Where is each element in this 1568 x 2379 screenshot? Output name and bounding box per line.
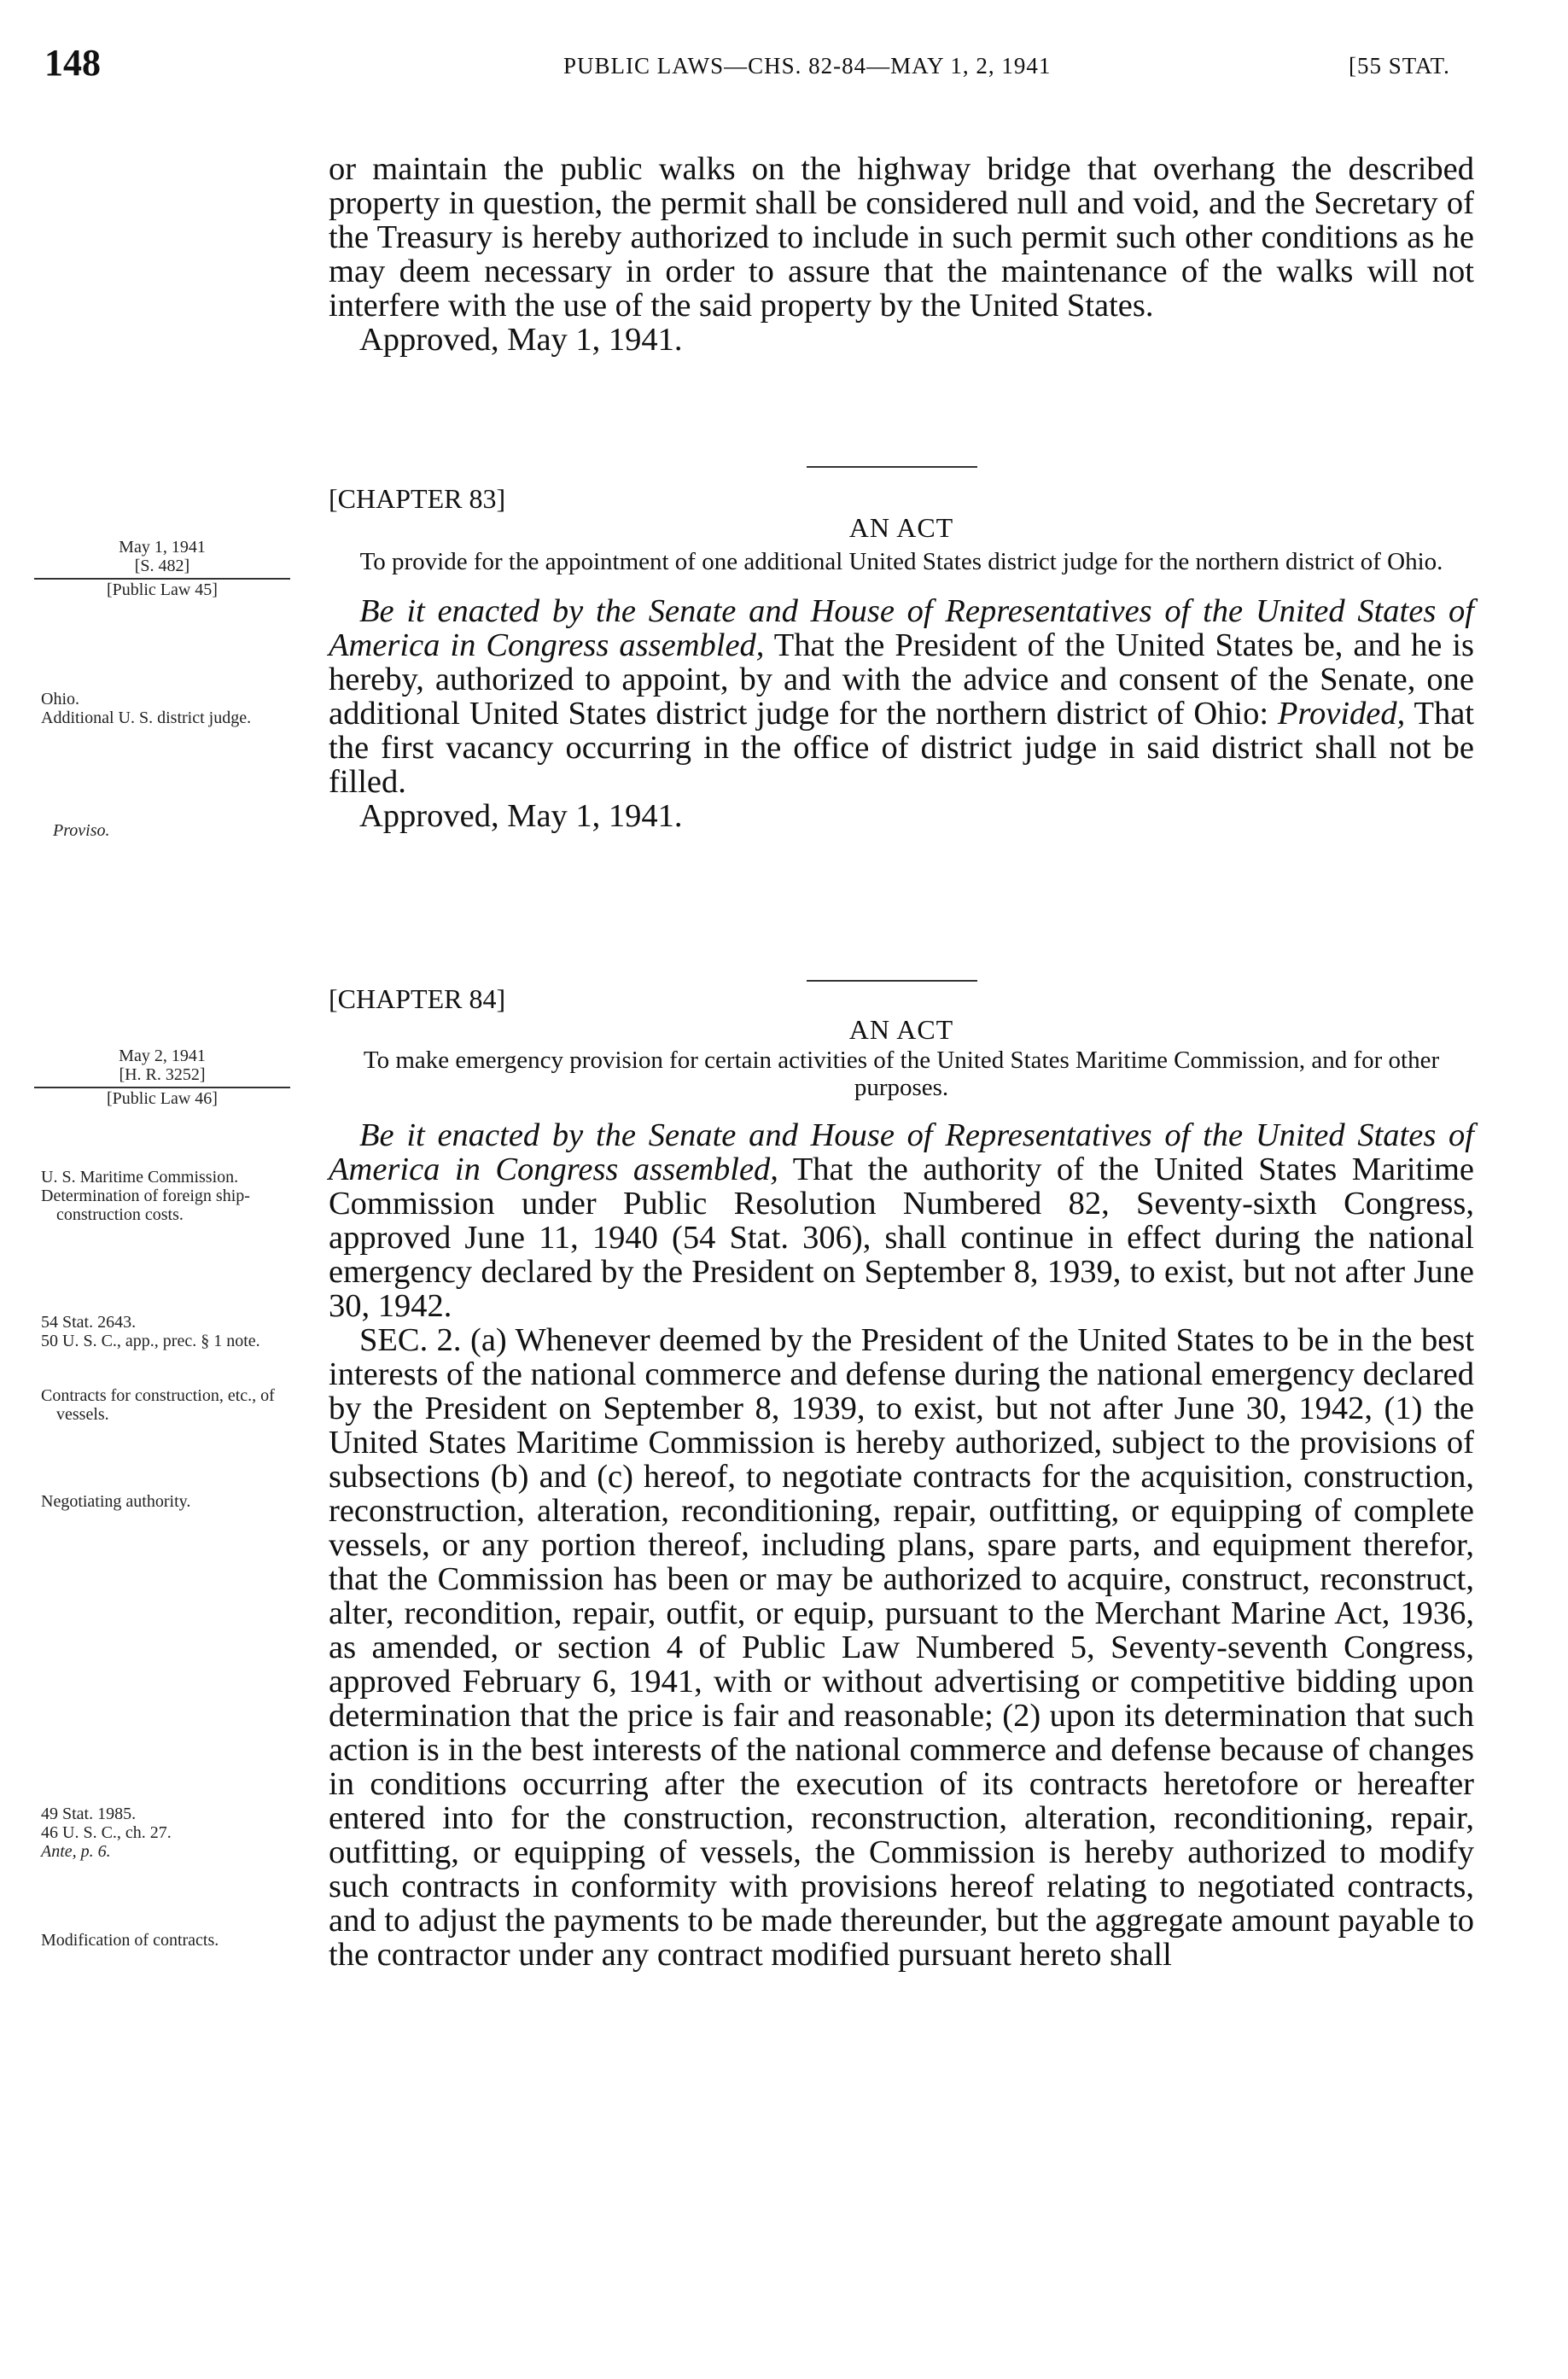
chapter-heading: [CHAPTER 84] (329, 983, 506, 1014)
chapter-84 (329, 983, 1474, 1972)
section-2-text: (a) Whenever deemed by the President of the United States to be in the best interests of the national commerce and defense during the national emergency declared by the President on September 8, 1939, to exist, but not after June 30, 1942, (1) the United States Maritime Commission is hereby authorized, subject to the provisions of subsections (b) and (c) hereof, to negotiate contracts for the acquisition, construction, reconstruction, alteration, reconditioning, repair, outfitting, or equipping of complete vessels, or any portion thereof, including plans, spare parts, and equipment therefor, that the Commission has been or may be authorized to acquire, construct, reconstruct, alter, recondition, repair, outfit, or equip, pursuant to the Merchant Marine Act, 1936, as amended, or section 4 of Public Law Numbered 5, Seventy-seventh Congress, approved February 6, 1941, with or without advertising or competitive bidding upon determination that the price is fair and reasonable; (2) upon its determination that such action is in the best interests of the national commerce and defense because of changes in conditions occurring after the execution of its contracts heretofore or hereafter entered into for the construction, reconstruction, alteration, reconditioning, repair, outfitting, or equipping of vessels, the Commission is hereby authorized to modify such contracts in conformity with provisions hereof relating to negotiated contracts, and to adjust the payments to be made thereunder, but the aggregate amount payable to the contractor under any contract modified pursuant hereto shall (329, 1322, 1475, 1973)
margin-note-dates (34, 1047, 290, 1084)
section-divider (807, 466, 977, 468)
margin-topic: Additional U. S. district judge. (41, 708, 252, 727)
margin-topic: U. S. Maritime Commission. (41, 1168, 239, 1187)
margin-note-topic (41, 1168, 289, 1224)
margin-divider (34, 578, 290, 580)
margin-citation (41, 1313, 289, 1350)
carryover-paragraph: or maintain the public walks on the highway bridge that overhang the described property in question, the permit shall be considered null and void, and the Secretary of the Treasury is hereby authorized to include in such permit such other conditions as he may deem necessary in order to assure that the maintenance of the walks will not interfere with the use of the said property by the United States. (329, 151, 1474, 324)
margin-topic: Contracts for construction, etc., of vessels. (41, 1386, 275, 1424)
margin-cite: 49 Stat. 1985. (41, 1805, 137, 1823)
section-1-text: That the authority of the United States Maritime Commission under Public Resolution Numbered 82, Seventy-sixth Congress, approved June 11, 1940 (54 Stat. 306), shall continue in effect during the national emergency declared by the President on September 8, 1939, to exist, but not after June 30, 1942. (329, 1152, 1474, 1324)
act-title: AN ACT (848, 512, 954, 543)
proviso-word: Provided, (1277, 696, 1406, 732)
margin-cite: 46 U. S. C., ch. 27. (41, 1823, 172, 1842)
section-2 (329, 1323, 1474, 1972)
chapter-heading: [CHAPTER 83] (329, 483, 506, 514)
margin-note-topic (41, 690, 297, 727)
margin-topic: Negotiating authority. (41, 1492, 191, 1511)
margin-note-topic (41, 1492, 289, 1511)
margin-note-topic (41, 1386, 289, 1424)
act-body (329, 594, 1474, 799)
act-purpose: To provide for the appointment of one additional United States district judge for the northern district of Ohio. (359, 548, 1443, 575)
margin-citation (41, 1805, 289, 1861)
chapter-83 (329, 483, 1474, 833)
body-text: That the President of the United States be, and he is hereby, authorized to appoint, by and with the advice and consent of the Senate, one additional United States district judge for the northern district of Ohio: (329, 627, 1474, 732)
enacting-clause: Be it enacted by the Senate and House of Representatives of the United States of America in Congress assembled, (329, 593, 1474, 663)
act-purpose: To make emergency provision for certain activities of the United States Maritime Commission, and for other purposes. (363, 1047, 1440, 1101)
margin-note-topic (41, 1931, 289, 1950)
carryover-section (329, 152, 1474, 357)
margin-public-law: [Public Law 45] (107, 580, 218, 599)
running-title: PUBLIC LAWS—CHS. 82-84—MAY 1, 2, 1941 (563, 53, 1052, 79)
enacting-clause: Be it enacted by the Senate and House of Representatives of the United States of America in Congress assembled, (329, 1117, 1474, 1187)
margin-cite: Ante, p. 6. (41, 1842, 111, 1861)
volume-reference: [55 STAT. (1349, 53, 1450, 79)
approval-line: Approved, May 1, 1941. (359, 322, 683, 358)
margin-cite: 54 Stat. 2643. (41, 1313, 137, 1332)
margin-date: May 2, 1941 (119, 1047, 206, 1065)
act-title: AN ACT (848, 1014, 954, 1045)
margin-bill: [H. R. 3252] (119, 1065, 206, 1084)
act-body (329, 1118, 1474, 1323)
approval-line: Approved, May 1, 1941. (359, 798, 683, 834)
margin-topic: Ohio. (41, 690, 79, 708)
section-2-label: SEC. 2. (359, 1322, 462, 1358)
margin-note-dates (34, 538, 290, 575)
margin-divider (34, 1087, 290, 1088)
page-number: 148 (44, 42, 101, 84)
running-header (0, 41, 1568, 92)
margin-topic: Modification of contracts. (41, 1931, 219, 1950)
margin-bill: [S. 482] (134, 557, 190, 575)
margin-public-law: [Public Law 46] (107, 1089, 218, 1108)
section-divider (807, 980, 977, 982)
margin-topic: Determination of foreign ship-construction costs. (41, 1187, 250, 1224)
margin-cite: 50 U. S. C., app., prec. § 1 note. (41, 1332, 260, 1350)
proviso-text: That the first vacancy occurring in the office of district judge in said district shall not be filled. (329, 696, 1474, 800)
margin-proviso: Proviso. (53, 821, 110, 840)
margin-date: May 1, 1941 (119, 538, 206, 557)
